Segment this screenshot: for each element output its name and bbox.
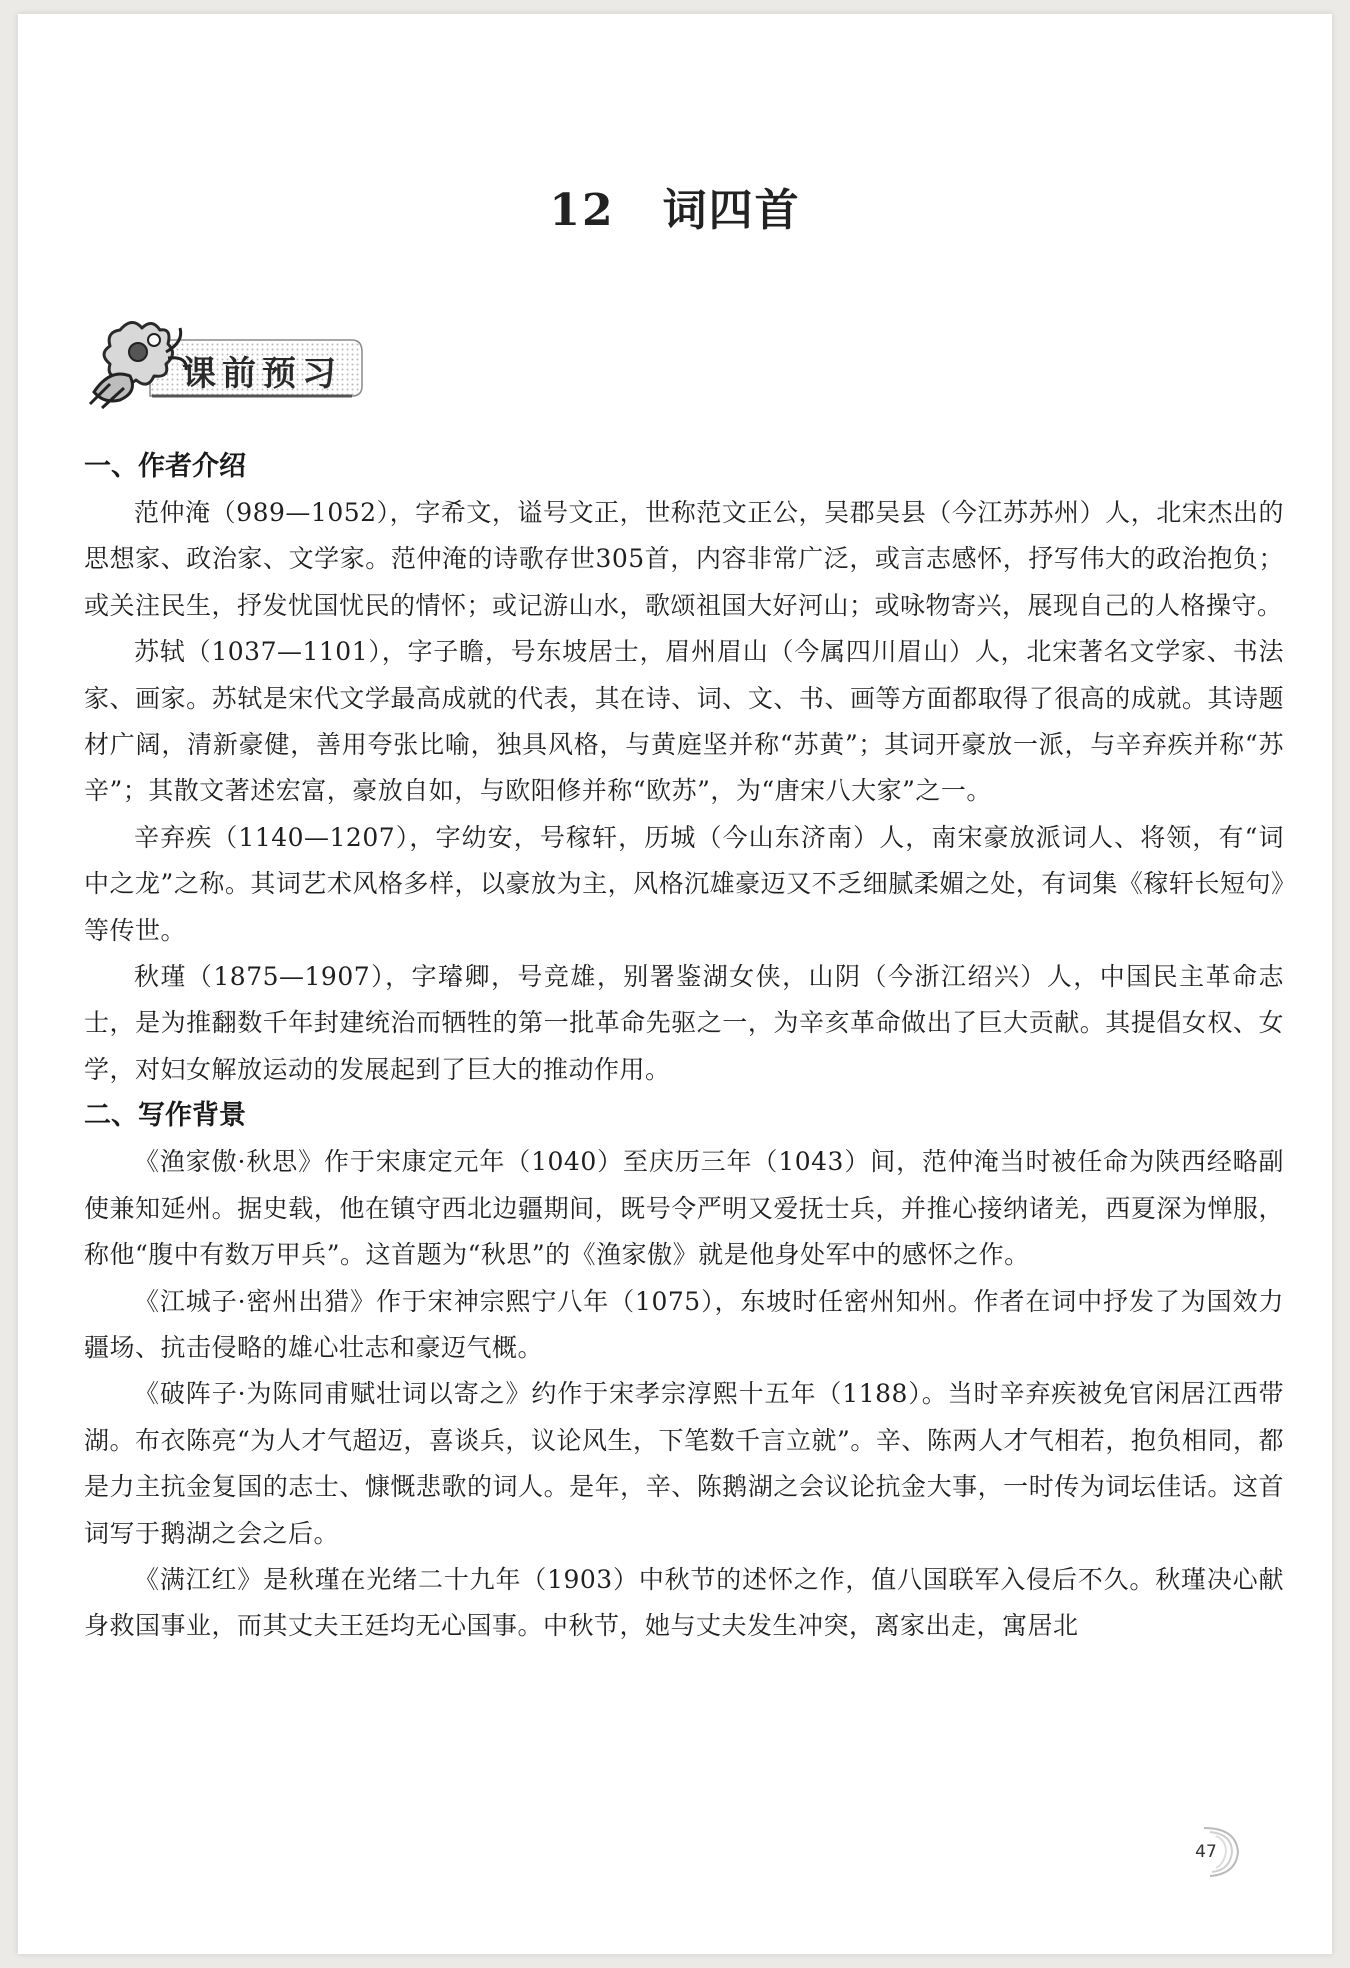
page-number-marker: [1184, 1822, 1242, 1880]
lesson-title-row: [18, 174, 1332, 238]
paragraph-jiangchengzi: 《江城子·密州出猎》作于宋神宗熙宁八年（1075），东坡时任密州知州。作者在词中抒发了为国效力疆场、抗击侵略的雄心壮志和豪迈气概。: [84, 1286, 1284, 1362]
badge-label: 课前预习: [182, 354, 342, 394]
lesson-title: 词四首: [662, 185, 801, 236]
paragraph-yujiaao: 《渔家傲·秋思》作于宋康定元年（1040）至庆历三年（1043）间，范仲淹当时被任命为陕西经略副使兼知延州。据史载，他在镇守西北边疆期间，既号令严明又爱抚士兵，并推心接纳诸羌，西夏深为惮服，称他“腹中有数万甲兵”。这首题为“秋思”的《渔家傲》就是他身处军中的感怀之作。: [84, 1147, 1284, 1270]
paragraph-xin-qiji: 辛弃疾（1140—1207），字幼安，号稼轩，历城（今山东济南）人，南宋豪放派词人、将领，有“词中之龙”之称。其词艺术风格多样，以豪放为主，风格沉雄豪迈又不乏细腻柔媚之处，有词集《稼轩长短句》等传世。: [84, 822, 1284, 945]
page-number: 47: [1195, 1842, 1217, 1862]
book-page: [18, 14, 1332, 1954]
section-heading-author: 一、作者介绍: [84, 451, 246, 482]
flower-bee-icon: [80, 312, 190, 412]
lesson-number: 12: [549, 185, 615, 236]
paragraph-pozhenzi: 《破阵子·为陈同甫赋壮词以寄之》约作于宋孝宗淳熙十五年（1188）。当时辛弃疾被免官闲居江西带湖。布衣陈亮“为人才气超迈，喜谈兵，议论风生，下笔数千言立就”。辛、陈两人才气相若，抱负相同，都是力主抗金复国的志士、慷慨悲歌的词人。是年，辛、陈鹅湖之会议论抗金大事，一时传为词坛佳话。这首词写于鹅湖之会之后。: [84, 1379, 1284, 1548]
paragraph-fan-zhongyan: 范仲淹（989—1052），字希文，谥号文正，世称范文正公，吴郡吴县（今江苏苏州）人，北宋杰出的思想家、政治家、文学家。范仲淹的诗歌存世305首，内容非常广泛，或言志感怀，抒写伟大的政治抱负；或关注民生，抒发忧国忧民的情怀；或记游山水，歌颂祖国大好河山；或咏物寄兴，展现自己的人格操守。: [84, 498, 1284, 620]
main-content: [84, 444, 1284, 1650]
paragraph-qiu-jin: 秋瑾（1875—1907），字璿卿，号竞雄，别署鉴湖女侠，山阴（今浙江绍兴）人，中国民主革命志士，是为推翻数千年封建统治而牺牲的第一批革命先驱之一，为辛亥革命做出了巨大贡献。其提倡女权、女学，对妇女解放运动的发展起到了巨大的推动作用。: [84, 962, 1284, 1084]
paragraph-manjianghong: 《满江红》是秋瑾在光绪二十九年（1903）中秋节的述怀之作，值八国联军入侵后不久。秋瑾决心献身救国事业，而其丈夫王廷均无心国事。中秋节，她与丈夫发生冲突，离家出走，寓居北: [84, 1564, 1284, 1641]
section-heading-background: 二、写作背景: [84, 1100, 246, 1132]
preview-section-badge: [80, 312, 380, 412]
paragraph-su-shi: 苏轼（1037—1101），字子瞻，号东坡居士，眉州眉山（今属四川眉山）人，北宋著名文学家、书法家、画家。苏轼是宋代文学最高成就的代表，其在诗、词、文、书、画等方面都取得了很高的成就。其诗题材广阔，清新豪健，善用夸张比喻，独具风格，与黄庭坚并称“苏黄”；其词开豪放一派，与辛弃疾并称“苏辛”；其散文著述宏富，豪放自如，与欧阳修并称“欧苏”，为“唐宋八大家”之一。: [84, 637, 1284, 806]
